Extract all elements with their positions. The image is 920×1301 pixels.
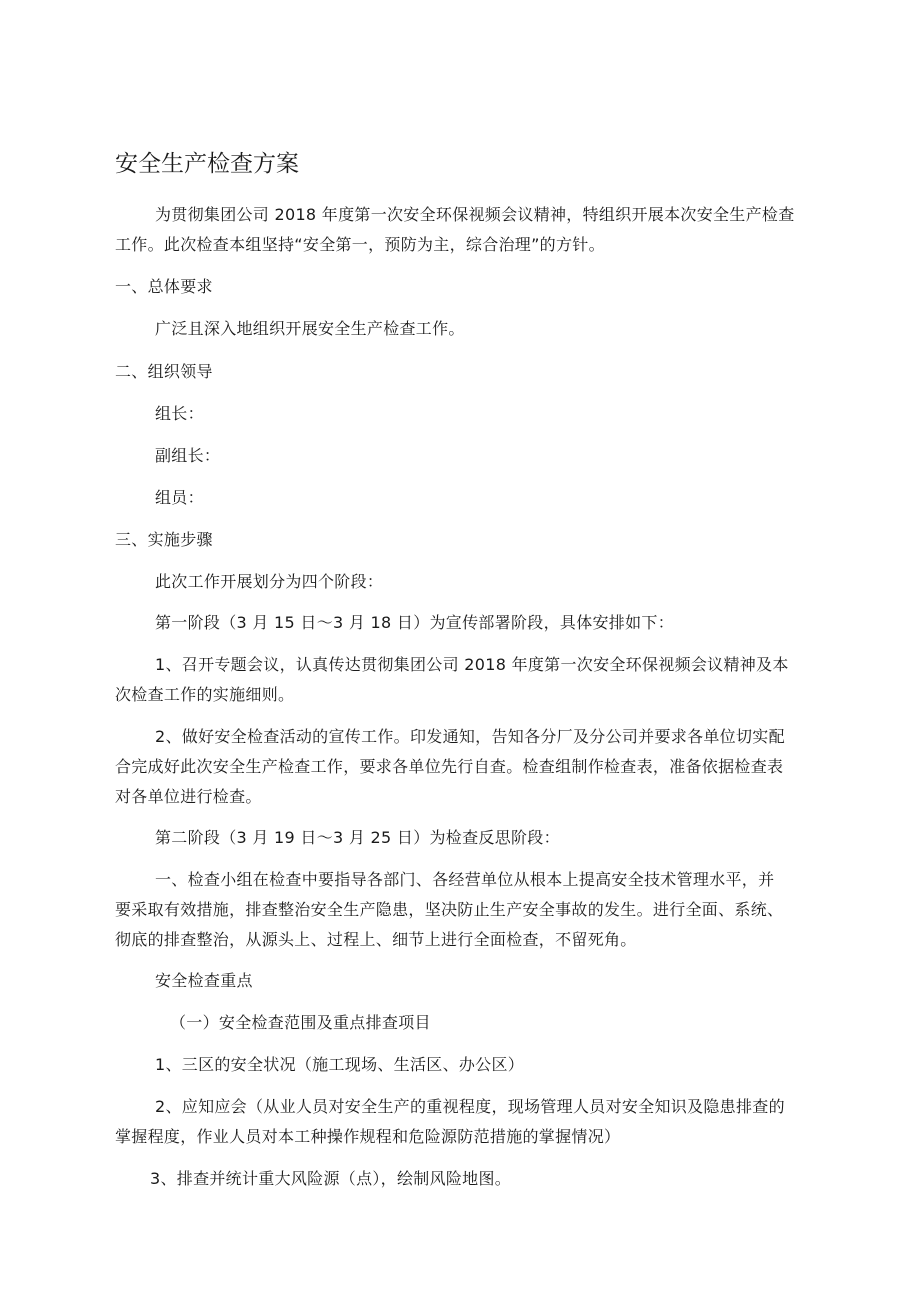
stage1-item2-line3: 对各单位进行检查。 <box>115 787 262 806</box>
member-label: 组员： <box>155 488 204 507</box>
stage1-item1-line2: 次检查工作的实施细则。 <box>115 685 295 704</box>
check-item-3: 3、排查并统计重大风险源（点），绘制风险地图。 <box>150 1169 512 1188</box>
check-item-1: 1、三区的安全状况（施工现场、生活区、办公区） <box>155 1055 525 1074</box>
leader-label: 组长： <box>155 404 204 423</box>
stage2-heading: 第二阶段（3 月 19 日～3 月 25 日）为检查反思阶段： <box>155 828 560 847</box>
stage2-item1-line2: 要采取有效措施，排查整治安全生产隐患，坚决防止生产安全事故的发生。进行全面、系统、 <box>115 900 784 919</box>
stage1-item2-line2: 合完成好此次安全生产检查工作，要求各单位先行自查。检查组制作检查表，准备依据检查表 <box>115 757 784 776</box>
key-points-heading: 安全检查重点 <box>155 971 253 990</box>
section-heading-general: 一、总体要求 <box>115 277 213 296</box>
stage1-item1-line1: 1、召开专题会议，认真传达贯彻集团公司 2018 年度第一次安全环保视频会议精神及本 <box>155 655 789 674</box>
check-item-2-line2: 掌握程度，作业人员对本工种操作规程和危险源防范措施的掌握情况） <box>115 1127 621 1146</box>
intro-line-1: 为贯彻集团公司 2018 年度第一次安全环保视频会议精神，特组织开展本次安全生产检查 <box>155 205 795 224</box>
stage2-item1-line1: 一、检查小组在检查中要指导各部门、各经营单位从根本上提高安全技术管理水平，并 <box>155 870 775 889</box>
stage1-heading: 第一阶段（3 月 15 日～3 月 18 日）为宣传部署阶段，具体安排如下： <box>155 613 674 632</box>
page-title: 安全生产检查方案 <box>115 151 299 177</box>
check-item-2-line1: 2、应知应会（从业人员对安全生产的重视程度，现场管理人员对安全知识及隐患排查的 <box>155 1097 785 1116</box>
stage2-item1-line3: 彻底的排查整治，从源头上、过程上、细节上进行全面检查，不留死角。 <box>115 930 637 949</box>
stages-intro: 此次工作开展划分为四个阶段： <box>155 572 384 591</box>
stage1-item2-line1: 2、做好安全检查活动的宣传工作。印发通知，告知各分厂及分公司并要求各单位切实配 <box>155 727 785 746</box>
section-heading-steps: 三、实施步骤 <box>115 530 213 549</box>
subsection-heading-scope: （一）安全检查范围及重点排查项目 <box>170 1013 431 1032</box>
section-text-general: 广泛且深入地组织开展安全生产检查工作。 <box>155 319 465 338</box>
intro-line-2: 工作。此次检查本组坚持“安全第一，预防为主，综合治理”的方针。 <box>115 235 605 254</box>
section-heading-organization: 二、组织领导 <box>115 362 213 381</box>
deputy-leader-label: 副组长： <box>155 446 221 465</box>
